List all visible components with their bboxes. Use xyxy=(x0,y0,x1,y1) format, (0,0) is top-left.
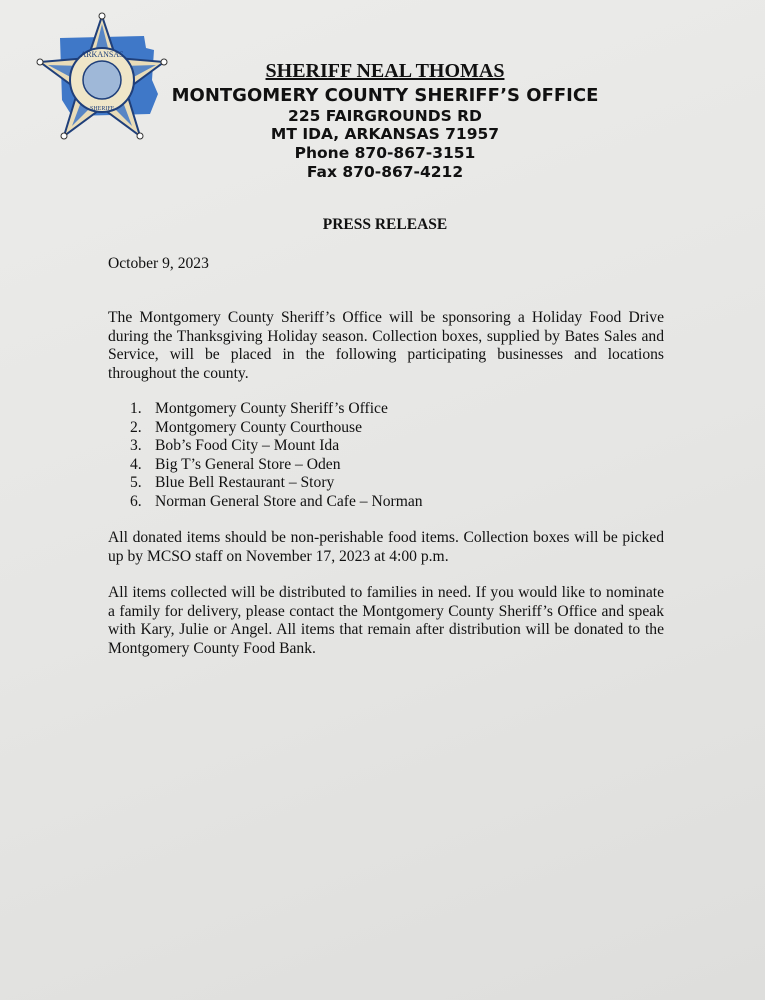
address-line2: MT IDA, ARKANSAS 71957 xyxy=(270,125,500,143)
list-item: 6. Norman General Store and Cafe – Norman xyxy=(130,492,423,510)
date: October 9, 2023 xyxy=(108,255,209,272)
fax: Fax 870-867-4212 xyxy=(306,163,464,181)
list-item: 1. Montgomery County Sheriff’s Office xyxy=(130,400,388,417)
phone: Phone 870-867-3151 xyxy=(294,144,476,162)
sheriff-name: SHERIFF NEAL THOMAS xyxy=(265,60,505,82)
paragraph-intro: The Montgomery County Sheriff’s Office will be sponsoring a Holiday Food Drive during the Thanksgiving Holiday season. Collection boxes, supplied by Bates Sales and Service, will be placed in the following participating businesses and locations throughout the county. xyxy=(108,309,664,382)
logo-text: ARKANSAS xyxy=(80,50,124,59)
list-item: 4. Big T’s General Store – Oden xyxy=(130,455,341,473)
paragraph-distribution: All items collected will be distributed to families in need. If you would like to nominate a family for delivery, please contact the Montgomery County Sheriff’s Office and speak with Kary, Julie or Angel. All items that remain after distribution will be donated to the Montgomery County Food Bank. xyxy=(108,584,664,657)
paragraph-donations: All donated items should be non-perishable food items. Collection boxes will be picked up by MCSO staff on November 17, 2023 at 4:00 p.m. xyxy=(108,529,664,565)
document-title: PRESS RELEASE xyxy=(322,216,448,233)
address-line1: 225 FAIRGROUNDS RD xyxy=(288,107,482,125)
list-item: 3. Bob’s Food City – Mount Ida xyxy=(130,437,340,454)
list-item: 5. Blue Bell Restaurant – Story xyxy=(130,474,335,491)
office-name: MONTGOMERY COUNTY SHERIFF’S OFFICE xyxy=(171,85,599,106)
list-item: 2. Montgomery County Courthouse xyxy=(130,418,363,436)
logo-text: SHERIFF xyxy=(89,106,115,112)
